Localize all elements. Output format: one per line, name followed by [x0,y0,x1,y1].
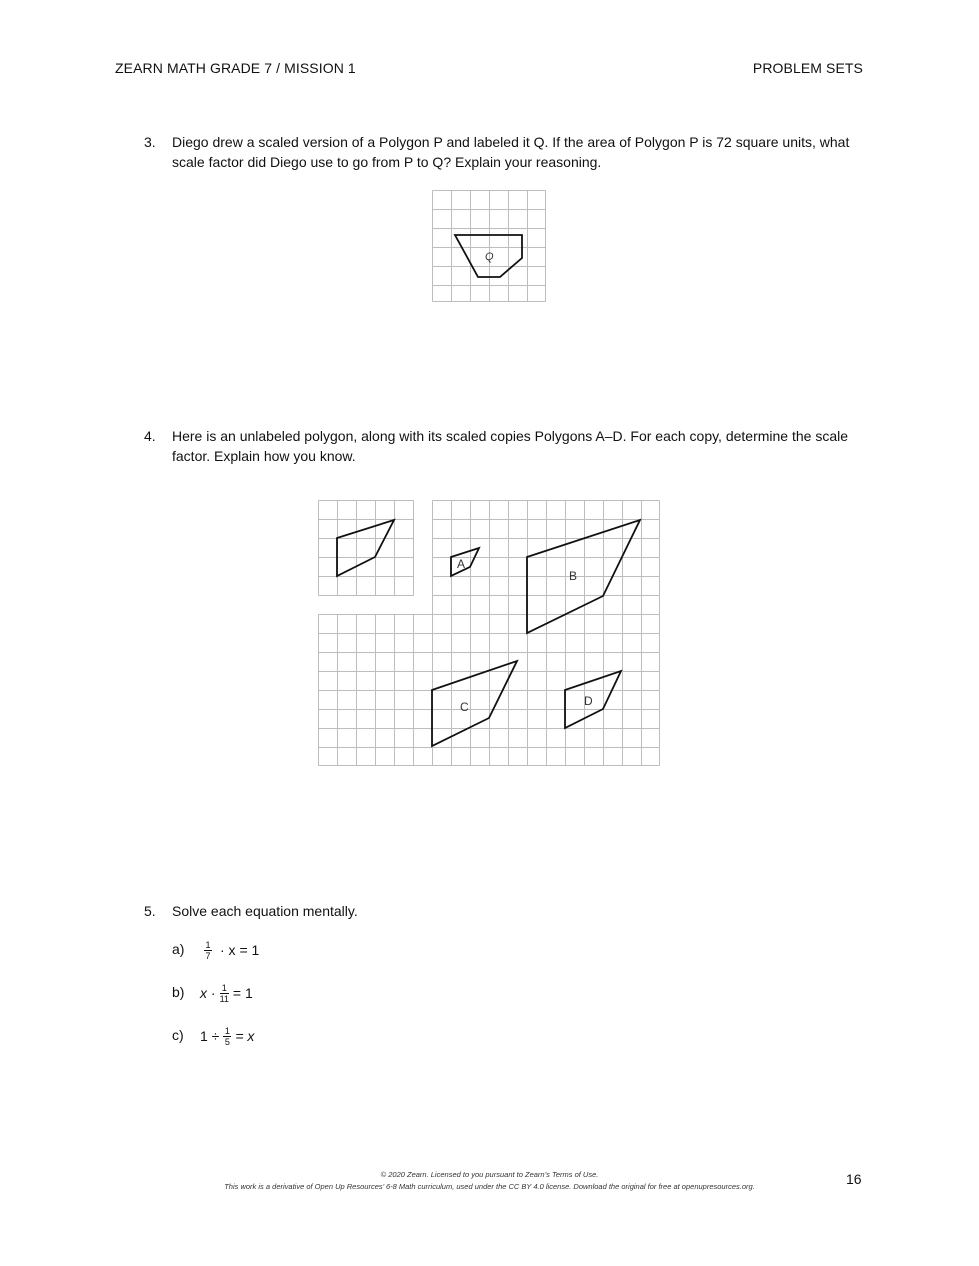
equation-c-label: c) [172,1027,184,1043]
footer-copyright: © 2020 Zearn. Licensed to you pursuant to Zearn’s Terms of Use. [380,1170,599,1179]
question-3 [144,132,854,172]
polygon-a-label: A [457,557,466,571]
question-3-number: 3. [144,134,156,150]
polygon-q-label: Q [485,251,494,263]
grid-copies-bottom [319,615,660,766]
fraction-denominator: 5 [224,1036,230,1047]
grid [433,191,546,302]
page-number: 16 [846,1171,862,1187]
equation-b-label: b) [172,984,185,1000]
fraction-numerator: 1 [224,1025,230,1036]
equation-c-rest: = x [235,1028,255,1044]
question-4-number: 4. [144,428,156,444]
polygon-b-label: B [569,569,578,583]
scaled-polygons-figure [318,500,660,766]
equation-a-rest: · x = 1 [220,942,260,958]
question-5-number: 5. [144,903,156,919]
original-polygon [337,520,394,576]
header-section: PROBLEM SETS [752,60,863,76]
equation-a-label: a) [172,941,185,957]
equation-c-pre: 1 ÷ [200,1028,220,1044]
fraction-numerator: 1 [221,982,227,993]
grid-original [319,501,414,596]
question-5 [144,901,854,921]
equation-a-fraction [204,940,212,961]
polygon-c-label: C [460,700,469,714]
question-4 [144,426,854,466]
footer-license: This work is a derivative of Open Up Resources’ 6-8 Math curriculum, used under the CC BY 4.0 license. Download the original for free at openupresources.org. [224,1182,755,1191]
question-5-text: Solve each equation mentally. [172,903,358,919]
polygon-d [565,671,621,728]
grid-copies-top [433,501,660,615]
fraction-denominator: 11 [219,993,229,1004]
polygon-c [432,661,517,746]
polygon-q-figure [432,190,546,302]
header-title: ZEARN MATH GRADE 7 / MISSION 1 [115,60,356,76]
equation-b-rest: = 1 [232,985,253,1001]
polygon-d-label: D [584,694,593,708]
equation-b-fraction [220,983,229,1004]
fraction-numerator: 1 [205,939,211,950]
fraction-denominator: 7 [205,950,211,961]
question-4-text: Here is an unlabeled polygon, along with its scaled copies Polygons A–D. For each copy, determine the scale factor. Explain how you know. [172,428,849,464]
equation-b-pre: x · [200,985,216,1001]
equation-c-fraction [223,1026,231,1047]
question-3-text: Diego drew a scaled version of a Polygon P and labeled it Q. If the area of Polygon P is 72 square units, what scale factor did Diego use to go from P to Q? Explain your reasoning. [172,134,850,170]
